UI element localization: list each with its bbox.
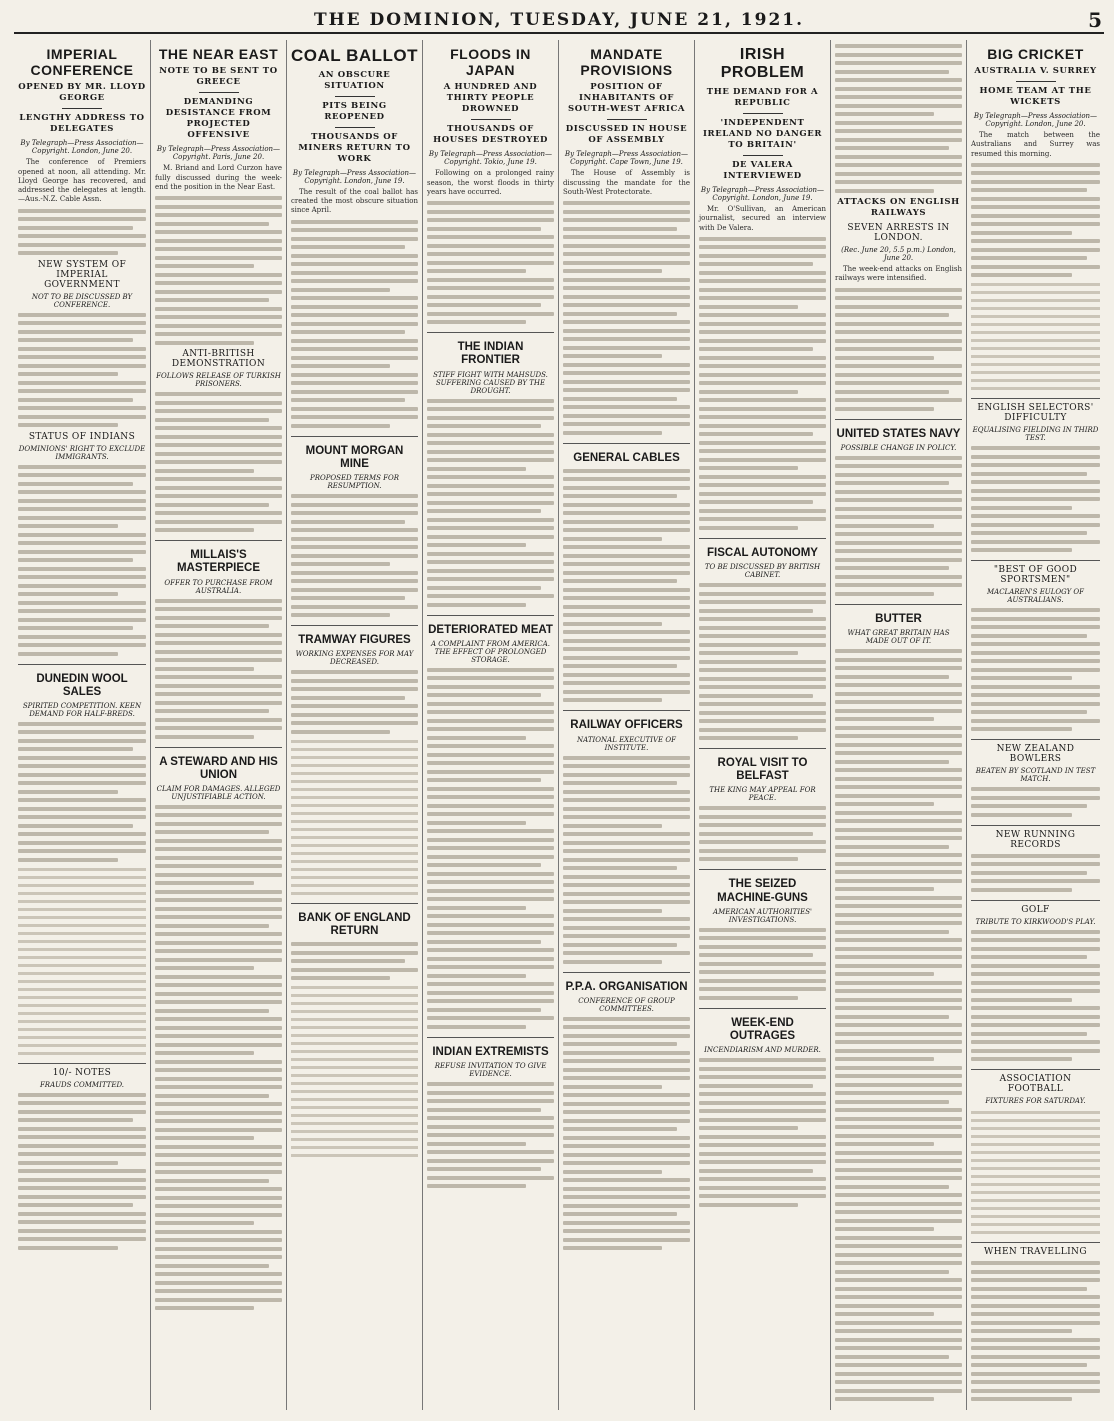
subhead: SEVEN ARRESTS IN LONDON. xyxy=(847,223,950,244)
headline: IRISH PROBLEM xyxy=(720,46,805,82)
headline: MILLAIS'S MASTERPIECE xyxy=(176,549,261,575)
headline: THE NEAR EAST xyxy=(158,46,279,62)
section-head: NEW SYSTEM OF IMPERIAL GOVERNMENT xyxy=(37,259,127,290)
headline: GENERAL CABLES xyxy=(573,451,680,464)
subhead: POSITION OF INHABITANTS OF SOUTH-WEST AFRICA xyxy=(567,82,686,115)
article-body: M. Briand and Lord Curzon have fully discussed during the week-end the position in the Near East. xyxy=(155,164,282,191)
section-sub: STIFF FIGHT WITH MAHSUDS. SUFFERING CAUSED BY THE DROUGHT. xyxy=(433,370,548,395)
section-sub: EQUALISING FIELDING IN THIRD TEST. xyxy=(972,426,1099,443)
dateline: (Rec. June 20, 5.5 p.m.) London, June 20. xyxy=(841,246,956,263)
column-2 xyxy=(150,40,286,1410)
section-sub: TRIBUTE TO KIRKWOOD'S PLAY. xyxy=(975,917,1096,926)
article-body: Mr. O'Sullivan, an American journalist, secured an interview with De Valera. xyxy=(699,205,826,232)
headline: BIG CRICKET xyxy=(987,46,1084,62)
section-sub: PROPOSED TERMS FOR RESUMPTION. xyxy=(309,474,399,491)
subhead: A HUNDRED AND THIRTY PEOPLE DROWNED xyxy=(443,82,538,115)
section-head: "BEST OF GOOD SPORTSMEN" xyxy=(993,565,1078,586)
section-sub: WHAT GREAT BRITAIN HAS MADE OUT OF IT. xyxy=(847,629,950,645)
subhead: OPENED BY MR. LLOYD GEORGE xyxy=(18,82,146,104)
dateline: By Telegraph—Press Association—Copyright. London, June 20. xyxy=(20,139,144,156)
headline: DETERIORATED MEAT xyxy=(428,623,553,636)
column-8 xyxy=(966,40,1104,1410)
subhead: 'INDEPENDENT IRELAND NO DANGER TO BRITAIN' xyxy=(702,117,823,150)
section-head: GOLF xyxy=(1021,904,1050,915)
section-sub: MACLAREN'S EULOGY OF AUSTRALIANS. xyxy=(986,588,1085,605)
column-5 xyxy=(558,40,694,1410)
section-sub: THE KING MAY APPEAL FOR PEACE. xyxy=(709,786,816,803)
headline: IMPERIAL CONFERENCE xyxy=(30,46,134,79)
headline: DUNEDIN WOOL SALES xyxy=(36,672,128,698)
column-6 xyxy=(694,40,830,1410)
section-head: 10/- NOTES xyxy=(52,1067,112,1078)
section-sub: WORKING EXPENSES FOR MAY DECREASED. xyxy=(295,650,414,667)
headline: UNITED STATES NAVY xyxy=(836,427,961,440)
headline: BANK OF ENGLAND RETURN xyxy=(298,911,411,937)
article-body: The match between the Australians and Surrey was resumed this morning. xyxy=(971,131,1100,158)
headline: P.P.A. ORGANISATION xyxy=(565,980,688,993)
headline: MOUNT MORGAN MINE xyxy=(305,444,404,470)
section-sub: NATIONAL EXECUTIVE OF INSTITUTE. xyxy=(577,735,676,752)
section-head: ANTI-BRITISH DEMONSTRATION xyxy=(171,349,266,370)
section-sub: POSSIBLE CHANGE IN POLICY. xyxy=(840,443,957,452)
subhead: THOUSANDS OF HOUSES DESTROYED xyxy=(433,124,548,146)
headline: THE INDIAN FRONTIER xyxy=(457,341,524,367)
dateline: By Telegraph—Press Association—Copyright. London, June 19. xyxy=(292,168,417,185)
subhead: HOME TEAM AT THE WICKETS xyxy=(979,86,1092,108)
dateline: By Telegraph—Press Association—Copyright. London, June 19. xyxy=(700,186,825,203)
article-body: The week-end attacks on English railways were intensified. xyxy=(835,265,962,283)
article-body: The House of Assembly is discussing the mandate for the South-West Protectorate. xyxy=(563,169,690,196)
section-sub: FIXTURES FOR SATURDAY. xyxy=(985,1097,1086,1106)
dateline: By Telegraph—Press Association—Copyright. Cape Town, June 19. xyxy=(564,150,689,167)
column-3 xyxy=(286,40,422,1410)
section-sub: DOMINIONS' RIGHT TO EXCLUDE IMMIGRANTS. xyxy=(18,444,146,461)
page-number: 5 xyxy=(1088,8,1102,32)
newspaper-title: THE DOMINION, TUESDAY, JUNE 21, 1921. xyxy=(313,10,805,30)
subhead: AUSTRALIA V. SURREY xyxy=(974,66,1097,77)
headline: FISCAL AUTONOMY xyxy=(707,546,818,559)
headline: COAL BALLOT xyxy=(291,46,419,65)
article-body: Following on a prolonged rainy season, the worst floods in thirty years have occurred. xyxy=(427,169,554,196)
subhead: LENGTHY ADDRESS TO DELEGATES xyxy=(19,113,145,135)
masthead xyxy=(14,8,1104,34)
section-head: NEW RUNNING RECORDS xyxy=(995,829,1076,850)
section-sub: OFFER TO PURCHASE FROM AUSTRALIA. xyxy=(164,578,273,595)
subhead: NOTE TO BE SENT TO GREECE xyxy=(159,66,278,88)
headline: BUTTER xyxy=(875,612,922,625)
section-head: WHEN TRAVELLING xyxy=(984,1247,1087,1258)
section-head: NEW ZEALAND BOWLERS xyxy=(996,744,1075,765)
subhead: THE DEMAND FOR A REPUBLIC xyxy=(706,86,819,108)
headline: THE SEIZED MACHINE-GUNS xyxy=(717,878,808,904)
headline: RAILWAY OFFICERS xyxy=(570,719,683,732)
headline: FLOODS IN JAPAN xyxy=(450,46,531,79)
section-sub: REFUSE INVITATION TO GIVE EVIDENCE. xyxy=(434,1062,547,1078)
headline: ROYAL VISIT TO BELFAST xyxy=(717,757,808,783)
section-head: ENGLISH SELECTORS' DIFFICULTY xyxy=(977,403,1094,424)
column-7 xyxy=(830,40,966,1410)
section-sub: INCENDIARISM AND MURDER. xyxy=(704,1046,821,1055)
subhead: ATTACKS ON ENGLISH RAILWAYS xyxy=(837,197,960,219)
section-head: STATUS OF INDIANS xyxy=(28,431,136,442)
subhead: DISCUSSED IN HOUSE OF ASSEMBLY xyxy=(565,124,688,146)
dateline: By Telegraph—Press Association—Copyright. London, June 20. xyxy=(973,112,1098,129)
column-1 xyxy=(14,40,150,1410)
section-head: ASSOCIATION FOOTBALL xyxy=(999,1074,1072,1095)
headline: TRAMWAY FIGURES xyxy=(298,634,411,647)
section-sub: CLAIM FOR DAMAGES. ALLEGED UNJUSTIFIABLE ACTION. xyxy=(156,784,281,801)
headline: WEEK-END OUTRAGES xyxy=(729,1016,796,1043)
subhead: DEMANDING DESISTANCE FROM PROJECTED OFFENSIVE xyxy=(165,97,272,141)
section-sub: BEATEN BY SCOTLAND IN TEST MATCH. xyxy=(975,767,1096,784)
section-sub: NOT TO BE DISCUSSED BY CONFERENCE. xyxy=(31,292,133,309)
subhead: AN OBSCURE SITUATION xyxy=(318,69,391,91)
subhead: THOUSANDS OF MINERS RETURN TO WORK xyxy=(298,131,411,164)
article-body: The conference of Premiers opened at noon, all attending. Mr. Lloyd George has recovered, and addressed the delegates at length.—Aus.-N.Z. Cable Assn. xyxy=(18,158,146,204)
section-sub: FRAUDS COMMITTED. xyxy=(39,1080,125,1089)
headline: A STEWARD AND HIS UNION xyxy=(159,755,278,781)
section-sub: AMERICAN AUTHORITIES' INVESTIGATIONS. xyxy=(713,907,812,924)
section-sub: SPIRITED COMPETITION. KEEN DEMAND FOR HALF-BREDS. xyxy=(22,701,142,718)
section-sub: A COMPLAINT FROM AMERICA. THE EFFECT OF PROLONGED STORAGE. xyxy=(430,639,550,664)
headline: INDIAN EXTREMISTS xyxy=(432,1045,549,1058)
headline: MANDATE PROVISIONS xyxy=(580,46,673,79)
article-body: The result of the coal ballot has created the most obscure situation since April. xyxy=(291,187,418,215)
section-sub: TO BE DISCUSSED BY BRITISH CABINET. xyxy=(704,563,821,580)
section-sub: FOLLOWS RELEASE OF TURKISH PRISONERS. xyxy=(156,372,281,389)
subhead: PITS BEING REOPENED xyxy=(322,100,387,122)
subhead: DE VALERA INTERVIEWED xyxy=(723,160,802,182)
section-sub: CONFERENCE OF GROUP COMMITTEES. xyxy=(578,996,675,1013)
column-4 xyxy=(422,40,558,1410)
dateline: By Telegraph—Press Association—Copyright. Tokio, June 19. xyxy=(428,150,553,167)
dateline: By Telegraph—Press Association—Copyright. Paris, June 20. xyxy=(156,145,281,162)
